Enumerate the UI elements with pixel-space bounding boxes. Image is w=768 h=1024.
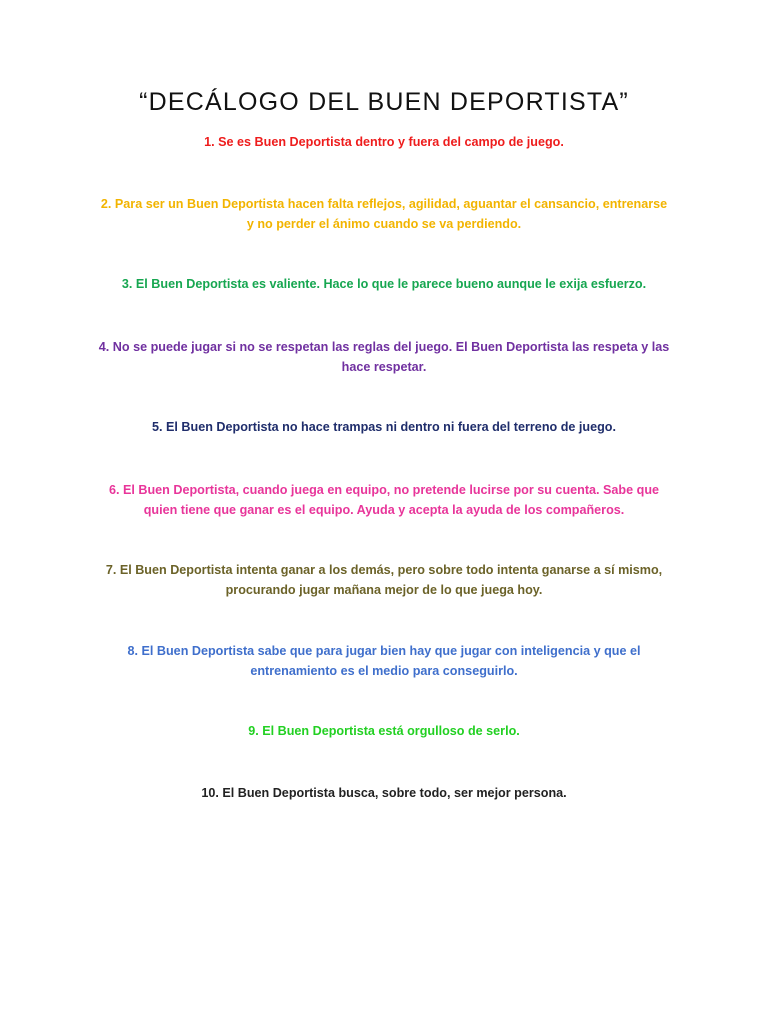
rule-10: 10. El Buen Deportista busca, sobre todo, ser mejor persona. [201, 786, 567, 800]
rule-5: 5. El Buen Deportista no hace trampas ni dentro ni fuera del terreno de juego. [152, 420, 616, 434]
document-title: “DECÁLOGO DEL BUEN DEPORTISTA” [139, 88, 629, 116]
rule-9: 9. El Buen Deportista está orgulloso de serlo. [248, 724, 520, 738]
rule-4: 4. No se puede jugar si no se respetan las reglas del juego. El Buen Deportista las respeta y las hace respetar. [98, 340, 670, 374]
rule-2: 2. Para ser un Buen Deportista hacen falta reflejos, agilidad, aguantar el cansancio, entrenarse y no perder el ánimo cuando se va perdiendo. [100, 197, 668, 231]
rule-1: 1. Se es Buen Deportista dentro y fuera del campo de juego. [204, 135, 564, 149]
rule-3: 3. El Buen Deportista es valiente. Hace lo que le parece bueno aunque le exija esfuerzo. [121, 277, 647, 291]
rule-7: 7. El Buen Deportista intenta ganar a los demás, pero sobre todo intenta ganarse a sí mismo, procurando jugar mañana mejor de lo que juega hoy. [105, 563, 663, 597]
rule-6: 6. El Buen Deportista, cuando juega en equipo, no pretende lucirse por su cuenta. Sabe que quien tiene que ganar es el equipo. Ayuda y acepta la ayuda de los compañeros. [108, 483, 660, 517]
rule-8: 8. El Buen Deportista sabe que para jugar bien hay que jugar con inteligencia y que el entrenamiento es el medio para conseguirlo. [127, 644, 641, 678]
